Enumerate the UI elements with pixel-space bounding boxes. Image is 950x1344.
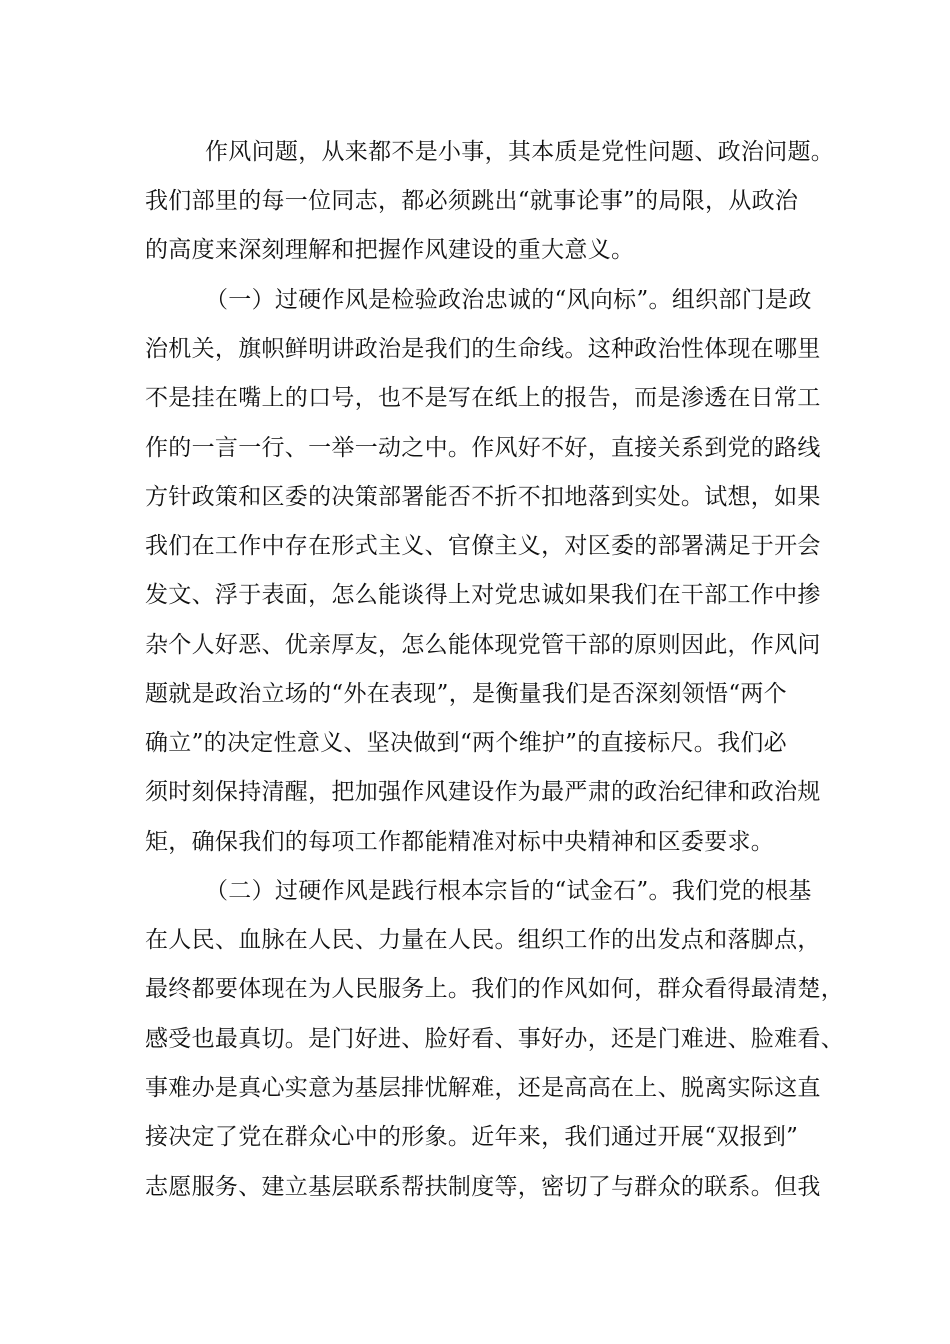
paragraph-3-line-5: 事难办是真心实意为基层排忧解难，还是高高在上、脱离实际这直: [145, 1075, 821, 1101]
paragraph-2-line-2: 治机关，旗帜鲜明讲政治是我们的生命线。这种政治性体现在哪里: [145, 336, 821, 362]
paragraph-2-line-1: （一）过硬作风是检验政治忠诚的“风向标”。组织部门是政: [205, 287, 812, 313]
paragraph-2-line-11: 须时刻保持清醒，把加强作风建设作为最严肃的政治纪律和政治规: [145, 779, 821, 805]
paragraph-2-line-10: 确立”的决定性意义、坚决做到“两个维护”的直接标尺。我们必: [145, 730, 787, 756]
paragraph-2-line-12: 矩，确保我们的每项工作都能精准对标中央精神和区委要求。: [145, 829, 775, 855]
paragraph-3-line-7: 志愿服务、建立基层联系帮扶制度等，密切了与群众的联系。但我: [145, 1174, 821, 1200]
paragraph-2-line-8: 杂个人好恶、优亲厚友，怎么能体现党管干部的原则因此，作风问: [145, 632, 821, 658]
paragraph-3-line-1: （二）过硬作风是践行根本宗旨的“试金石”。我们党的根基: [205, 878, 812, 904]
paragraph-3-line-2: 在人民、血脉在人民、力量在人民。组织工作的出发点和落脚点，: [145, 927, 821, 953]
paragraph-2-line-6: 我们在工作中存在形式主义、官僚主义，对区委的部署满足于开会: [145, 533, 821, 559]
paragraph-2-line-4: 作的一言一行、一举一动之中。作风好不好，直接关系到党的路线: [145, 435, 821, 461]
paragraph-2-line-7: 发文、浮于表面，怎么能谈得上对党忠诚如果我们在干部工作中掺: [145, 582, 821, 608]
paragraph-1-line-2: 我们部里的每一位同志，都必须跳出“就事论事”的局限，从政治: [145, 188, 799, 214]
paragraph-3-line-3: 最终都要体现在为人民服务上。我们的作风如何，群众看得最清楚，: [145, 976, 844, 1002]
paragraph-2-line-5: 方针政策和区委的决策部署能否不折不扣地落到实处。试想，如果: [145, 484, 821, 510]
paragraph-1-line-3: 的高度来深刻理解和把握作风建设的重大意义。: [145, 237, 635, 263]
paragraph-3-line-6: 接决定了党在群众心中的形象。近年来，我们通过开展“双报到”: [145, 1124, 799, 1150]
paragraph-1-line-1: 作风问题，从来都不是小事，其本质是党性问题、政治问题。: [205, 139, 835, 165]
paragraph-2-line-9: 题就是政治立场的“外在表现”，是衡量我们是否深刻领悟“两个: [145, 681, 787, 707]
paragraph-3-line-4: 感受也最真切。是门好进、脸好看、事好办，还是门难进、脸难看、: [145, 1026, 844, 1052]
paragraph-2-line-3: 不是挂在嘴上的口号，也不是写在纸上的报告，而是渗透在日常工: [145, 385, 821, 411]
